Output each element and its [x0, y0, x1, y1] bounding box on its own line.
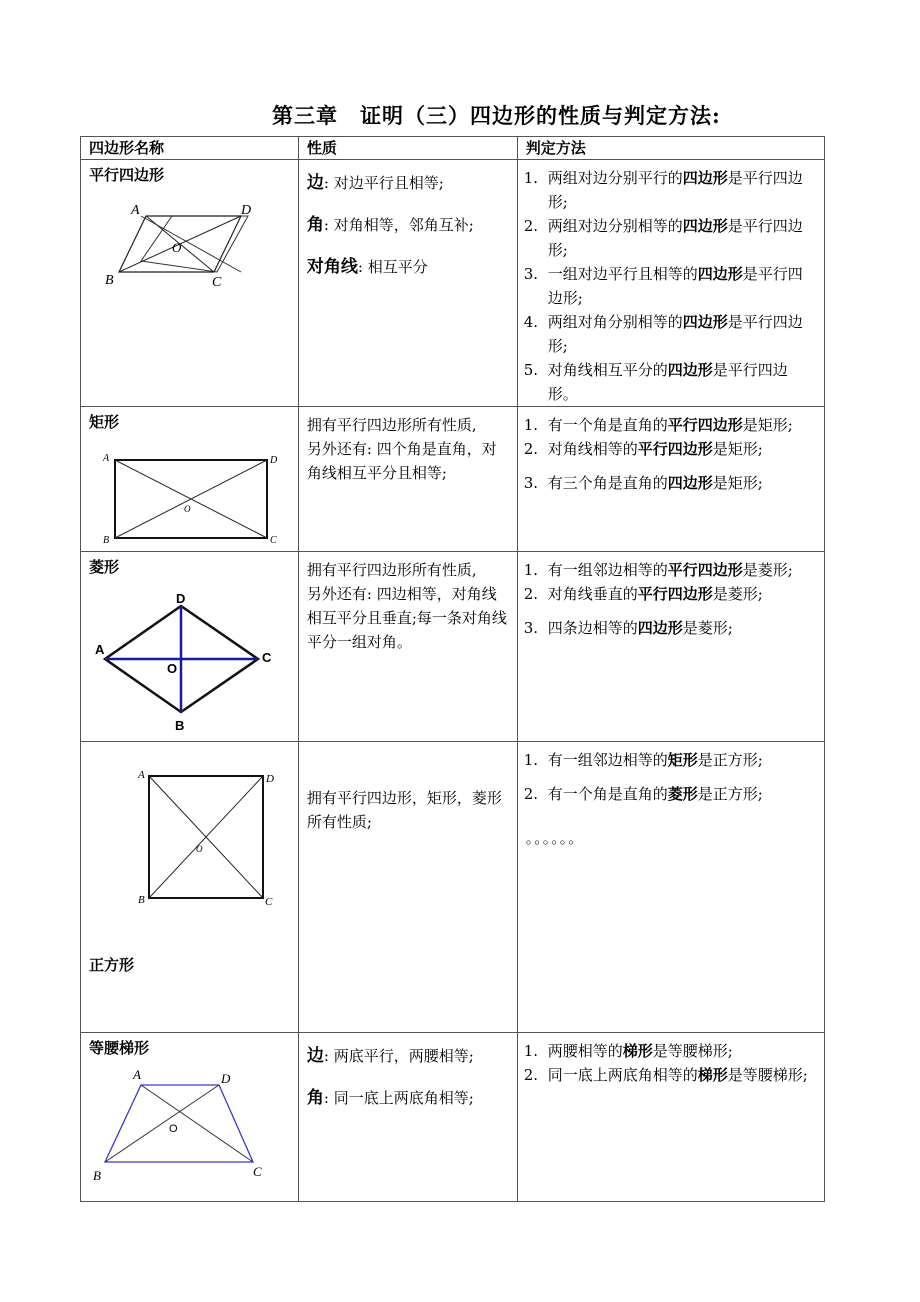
method-item — [518, 413, 816, 437]
label-a: A — [133, 1067, 141, 1082]
method-subject: 四边形 — [697, 265, 743, 283]
method-text: 对角线垂直的 — [547, 585, 638, 603]
method-number: 4. — [523, 313, 539, 331]
label-d: D — [176, 591, 186, 606]
property-text: 另外还有: 四个角是直角，对角线相互平分且相等; — [306, 440, 497, 482]
method-item — [518, 558, 816, 582]
method-text: 是菱形; — [742, 561, 793, 579]
method-text: 同一底上两底角相等的 — [547, 1066, 698, 1084]
shape-cell — [81, 552, 299, 742]
label-o: O — [184, 504, 191, 514]
list-spacer — [518, 461, 816, 471]
rectangle-figure — [81, 433, 296, 543]
method-text: 是平行四边形; — [547, 265, 803, 307]
methods-list — [518, 558, 816, 640]
method-item — [518, 582, 816, 606]
label-c: C — [265, 896, 273, 908]
method-text: 一组对边平行且相等的 — [547, 265, 698, 283]
method-number: 1. — [523, 561, 539, 579]
method-number: 3. — [523, 619, 539, 637]
label-b: B — [93, 1168, 101, 1183]
label-b: B — [138, 894, 145, 906]
shape-cell — [81, 742, 299, 1033]
header-properties: 性质 — [298, 137, 517, 160]
shape-name: 正方形 — [89, 956, 135, 974]
label-a: A — [103, 453, 110, 464]
label-o: O — [169, 1123, 178, 1135]
property-angles: 角: 同一底上两底角相等; — [306, 1088, 474, 1108]
method-text: 有一组邻边相等的 — [547, 751, 668, 769]
method-item — [518, 748, 816, 772]
table-row — [81, 160, 825, 407]
parallelogram-outline — [141, 216, 248, 272]
method-text: 是正方形; — [697, 751, 763, 769]
method-subject: 四边形 — [682, 217, 728, 235]
method-number: 1. — [523, 416, 539, 434]
method-text: 有一个角是直角的 — [547, 785, 668, 803]
method-text: 是菱形; — [682, 619, 733, 637]
methods-cell — [517, 742, 824, 1033]
methods-list — [518, 166, 816, 406]
method-subject: 四边形 — [637, 619, 683, 637]
methods-cell — [517, 552, 824, 742]
label-d: D — [241, 203, 252, 218]
table-row — [81, 407, 825, 552]
label-b: B — [105, 273, 114, 288]
method-text: 两腰相等的 — [547, 1042, 623, 1060]
properties-cell — [298, 407, 517, 552]
method-text: 对角线相等的 — [547, 440, 638, 458]
method-subject: 四边形 — [682, 313, 728, 331]
label-a: A — [138, 769, 145, 781]
properties-cell — [298, 552, 517, 742]
shape-cell — [81, 407, 299, 552]
shape-cell — [81, 1033, 299, 1202]
trapezoid-figure — [81, 1059, 296, 1189]
method-text: 是等腰梯形; — [652, 1042, 733, 1060]
ellipsis: 。。。。。。 — [525, 829, 585, 847]
method-number: 1. — [523, 169, 539, 187]
method-item — [518, 782, 816, 806]
properties-cell — [298, 742, 517, 1033]
page-title: 第三章 证明（三）四边形的性质与判定方法: — [272, 103, 721, 128]
diagonal-bd — [105, 1085, 219, 1162]
properties-cell — [298, 160, 517, 407]
method-text: 有一个角是直角的 — [547, 416, 668, 434]
method-number: 3. — [523, 474, 539, 492]
method-text: 是平行四边形。 — [547, 361, 788, 403]
label-c: C — [212, 275, 222, 290]
header-name: 四边形名称 — [81, 137, 299, 160]
shape-name: 等腰梯形 — [89, 1039, 150, 1057]
methods-cell — [517, 1033, 824, 1202]
method-number: 1. — [523, 1042, 539, 1060]
label-b: B — [175, 718, 185, 733]
method-subject: 平行四边形 — [667, 416, 743, 434]
method-item — [518, 214, 816, 262]
method-item — [518, 1063, 816, 1087]
method-subject: 矩形 — [667, 751, 698, 769]
method-text: 是平行四边形; — [547, 313, 803, 355]
shape-cell — [81, 160, 299, 407]
list-spacer — [518, 606, 816, 616]
label-o: O — [167, 661, 178, 676]
parallelogram-figure — [81, 186, 296, 306]
label-d: D — [270, 455, 278, 466]
method-item — [518, 471, 816, 495]
method-text: 是平行四边形; — [547, 169, 803, 211]
shape-name: 菱形 — [89, 558, 120, 576]
table-header-row — [81, 137, 825, 160]
methods-list — [518, 748, 816, 806]
table-row — [81, 552, 825, 742]
method-text: 两组对边分别平行的 — [547, 169, 683, 187]
method-text: 是正方形; — [697, 785, 763, 803]
label-d: D — [221, 1071, 231, 1086]
method-number: 1. — [523, 751, 539, 769]
property-angles: 角: 对角相等，邻角互补; — [306, 215, 474, 235]
quadrilateral-table — [80, 136, 825, 1202]
method-subject: 菱形 — [667, 785, 698, 803]
label-d: D — [266, 773, 274, 785]
method-subject: 四边形 — [667, 361, 713, 379]
method-subject: 平行四边形 — [637, 440, 713, 458]
methods-cell — [517, 407, 824, 552]
method-text: 两组对角分别相等的 — [547, 313, 683, 331]
label-a: A — [95, 642, 105, 657]
method-item — [518, 437, 816, 461]
square-figure — [81, 762, 296, 942]
trapezoid-shape — [105, 1085, 253, 1162]
label-b: B — [103, 535, 110, 543]
method-number: 2. — [523, 585, 539, 603]
shape-name: 平行四边形 — [89, 166, 165, 184]
methods-list — [518, 1039, 816, 1087]
shape-name: 矩形 — [89, 413, 120, 431]
properties-cell — [298, 1033, 517, 1202]
method-subject: 梯形 — [622, 1042, 653, 1060]
label-o: O — [172, 240, 182, 255]
property-text: 拥有平行四边形所有性质, — [306, 561, 477, 579]
method-number: 2. — [523, 785, 539, 803]
property-sides: 边: 对边平行且相等; — [306, 173, 444, 193]
method-number: 2. — [523, 440, 539, 458]
label-c: C — [253, 1164, 262, 1179]
method-number: 2. — [523, 1066, 539, 1084]
table-row — [81, 742, 825, 1033]
method-text: 两组对边分别相等的 — [547, 217, 683, 235]
method-text: 是矩形; — [712, 474, 763, 492]
method-number: 5. — [523, 361, 539, 379]
property-diagonals: 对角线: 相互平分 — [306, 257, 428, 277]
method-text: 是菱形; — [712, 585, 763, 603]
method-item — [518, 358, 816, 406]
method-subject: 梯形 — [697, 1066, 728, 1084]
method-item — [518, 166, 816, 214]
method-subject: 平行四边形 — [667, 561, 743, 579]
method-number: 3. — [523, 265, 539, 283]
method-subject: 四边形 — [682, 169, 728, 187]
method-text: 是矩形; — [712, 440, 763, 458]
label-c: C — [262, 650, 272, 665]
method-item — [518, 1039, 816, 1063]
method-text: 有一组邻边相等的 — [547, 561, 668, 579]
methods-list — [518, 413, 816, 495]
method-text: 有三个角是直角的 — [547, 474, 668, 492]
label-a: A — [131, 203, 140, 218]
label-c: C — [270, 535, 277, 543]
list-spacer — [518, 772, 816, 782]
property-text: 另外还有: 四边相等，对角线相互平分且垂直;每一条对角线平分一组对角。 — [306, 585, 507, 651]
method-text: 是等腰梯形; — [727, 1066, 808, 1084]
property-text: 拥有平行四边形，矩形，菱形所有性质; — [306, 789, 502, 831]
header-methods: 判定方法 — [517, 137, 824, 160]
method-text: 是矩形; — [742, 416, 793, 434]
method-text: 对角线相互平分的 — [547, 361, 668, 379]
method-item — [518, 310, 816, 358]
rhombus-figure — [81, 578, 296, 738]
method-item — [518, 616, 816, 640]
label-o: O — [196, 844, 203, 854]
method-subject: 平行四边形 — [637, 585, 713, 603]
method-subject: 四边形 — [667, 474, 713, 492]
method-text: 是平行四边形; — [547, 217, 803, 259]
table-row — [81, 1033, 825, 1202]
property-text: 拥有平行四边形所有性质, — [306, 416, 477, 434]
method-text: 四条边相等的 — [547, 619, 638, 637]
property-sides: 边: 两底平行，两腰相等; — [306, 1046, 474, 1066]
method-number: 2. — [523, 217, 539, 235]
methods-cell — [517, 160, 824, 407]
method-item — [518, 262, 816, 310]
